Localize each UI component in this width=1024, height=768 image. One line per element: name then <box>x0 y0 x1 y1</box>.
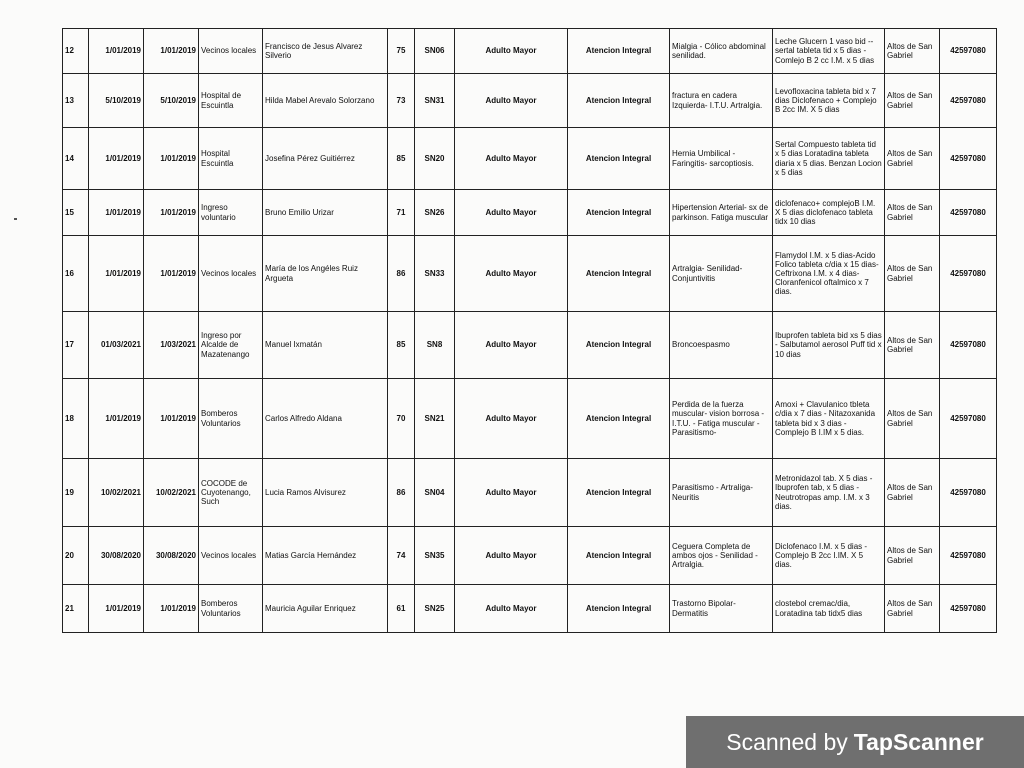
patient-category-cell: Adulto Mayor <box>455 190 568 236</box>
address-cell: Altos de San Gabriel <box>885 312 940 379</box>
patient-code-cell: SN21 <box>415 379 455 459</box>
treatment-cell: diclofenaco+ complejoB I.M. X 5 dias diclofenaco tableta tidx 10 dias <box>773 190 885 236</box>
admission-date-cell: 1/01/2019 <box>89 379 144 459</box>
patient-category-cell: Adulto Mayor <box>455 236 568 312</box>
referral-origin-cell: Hospital de Escuintla <box>199 74 263 128</box>
row-number-cell: 16 <box>63 236 89 312</box>
treatment-cell: Diclofenaco I.M. x 5 dias - Complejo B 2cc I.IM. X 5 dias. <box>773 527 885 585</box>
treatment-cell: Leche Glucern 1 vaso bid -- sertal tableta tid x 5 dias - Comlejo B 2 cc I.M. x 5 dias <box>773 29 885 74</box>
patient-category-cell: Adulto Mayor <box>455 29 568 74</box>
service-type-cell: Atencion Integral <box>568 74 670 128</box>
phone-number-cell: 42597080 <box>940 379 997 459</box>
phone-number-cell: 42597080 <box>940 190 997 236</box>
patient-code-cell: SN8 <box>415 312 455 379</box>
patient-name-cell: Manuel Ixmatán <box>263 312 388 379</box>
table-row <box>63 379 997 459</box>
admission-date-cell: 1/01/2019 <box>89 236 144 312</box>
table-row <box>63 190 997 236</box>
patient-age-cell: 85 <box>388 312 415 379</box>
service-type-cell: Atencion Integral <box>568 379 670 459</box>
phone-number-cell: 42597080 <box>940 585 997 633</box>
address-cell: Altos de San Gabriel <box>885 527 940 585</box>
phone-number-cell: 42597080 <box>940 128 997 190</box>
watermark-brand: TapScanner <box>853 728 984 755</box>
diagnosis-cell: Mialgia - Cólico abdominal senilidad. <box>670 29 773 74</box>
address-cell: Altos de San Gabriel <box>885 379 940 459</box>
service-type-cell: Atencion Integral <box>568 236 670 312</box>
patient-category-cell: Adulto Mayor <box>455 527 568 585</box>
patient-category-cell: Adulto Mayor <box>455 74 568 128</box>
table-row <box>63 74 997 128</box>
treatment-cell: Levofloxacina tableta bid x 7 dias Diclofenaco + Complejo B 2cc IM. X 5 dias <box>773 74 885 128</box>
service-type-cell: Atencion Integral <box>568 459 670 527</box>
registration-date-cell: 1/01/2019 <box>144 379 199 459</box>
patient-category-cell: Adulto Mayor <box>455 312 568 379</box>
patient-code-cell: SN35 <box>415 527 455 585</box>
phone-number-cell: 42597080 <box>940 527 997 585</box>
admission-date-cell: 10/02/2021 <box>89 459 144 527</box>
patient-age-cell: 86 <box>388 459 415 527</box>
address-cell: Altos de San Gabriel <box>885 236 940 312</box>
patient-register-table <box>62 28 997 633</box>
diagnosis-cell: fractura en cadera Izquierda- I.T.U. Artralgia. <box>670 74 773 128</box>
patient-category-cell: Adulto Mayor <box>455 379 568 459</box>
row-number-cell: 18 <box>63 379 89 459</box>
treatment-cell: Sertal Compuesto tableta tid x 5 dias Loratadina tableta diaria x 5 dias. Benzan Locion x 5 dias <box>773 128 885 190</box>
treatment-cell: clostebol cremac/dia, Loratadina tab tidx5 dias <box>773 585 885 633</box>
table-row <box>63 128 997 190</box>
row-number-cell: 20 <box>63 527 89 585</box>
row-number-cell: 21 <box>63 585 89 633</box>
phone-number-cell: 42597080 <box>940 312 997 379</box>
patient-code-cell: SN26 <box>415 190 455 236</box>
admission-date-cell: 1/01/2019 <box>89 128 144 190</box>
patient-age-cell: 70 <box>388 379 415 459</box>
address-cell: Altos de San Gabriel <box>885 459 940 527</box>
diagnosis-cell: Ceguera Completa de ambos ojos - Senilidad - Artralgia. <box>670 527 773 585</box>
admission-date-cell: 01/03/2021 <box>89 312 144 379</box>
address-cell: Altos de San Gabriel <box>885 74 940 128</box>
address-cell: Altos de San Gabriel <box>885 190 940 236</box>
admission-date-cell: 1/01/2019 <box>89 29 144 74</box>
table-row <box>63 312 997 379</box>
row-number-cell: 13 <box>63 74 89 128</box>
diagnosis-cell: Broncoespasmo <box>670 312 773 379</box>
patient-age-cell: 86 <box>388 236 415 312</box>
patient-name-cell: Matias García Hernández <box>263 527 388 585</box>
patient-name-cell: Bruno Emilio Urizar <box>263 190 388 236</box>
diagnosis-cell: Artralgia- Senilidad- Conjuntivitis <box>670 236 773 312</box>
referral-origin-cell: Ingreso por Alcalde de Mazatenango <box>199 312 263 379</box>
diagnosis-cell: Hernia Umbilical - Faringitis- sarcoptiosis. <box>670 128 773 190</box>
row-number-cell: 14 <box>63 128 89 190</box>
table-row <box>63 236 997 312</box>
service-type-cell: Atencion Integral <box>568 527 670 585</box>
patient-category-cell: Adulto Mayor <box>455 585 568 633</box>
diagnosis-cell: Hipertension Arterial- sx de parkinson. Fatiga muscular <box>670 190 773 236</box>
registration-date-cell: 5/10/2019 <box>144 74 199 128</box>
referral-origin-cell: Vecinos locales <box>199 236 263 312</box>
registration-date-cell: 1/01/2019 <box>144 190 199 236</box>
phone-number-cell: 42597080 <box>940 29 997 74</box>
referral-origin-cell: Bomberos Voluntarios <box>199 585 263 633</box>
referral-origin-cell: Hospital Escuintla <box>199 128 263 190</box>
registration-date-cell: 1/01/2019 <box>144 585 199 633</box>
referral-origin-cell: Bomberos Voluntarios <box>199 379 263 459</box>
address-cell: Altos de San Gabriel <box>885 29 940 74</box>
registration-date-cell: 10/02/2021 <box>144 459 199 527</box>
treatment-cell: Amoxi + Clavulanico tbleta c/dia x 7 dias - Nitazoxanida tableta bid x 3 dias - Complejo B I.IM x 5 dias. <box>773 379 885 459</box>
patient-age-cell: 71 <box>388 190 415 236</box>
patient-age-cell: 75 <box>388 29 415 74</box>
patient-category-cell: Adulto Mayor <box>455 459 568 527</box>
treatment-cell: Metronidazol tab. X 5 dias - Ibuprofen tab, x 5 dias - Neutrotropas amp. I.M. x 3 dias. <box>773 459 885 527</box>
registration-date-cell: 1/01/2019 <box>144 128 199 190</box>
patient-code-cell: SN25 <box>415 585 455 633</box>
service-type-cell: Atencion Integral <box>568 585 670 633</box>
phone-number-cell: 42597080 <box>940 74 997 128</box>
tapscanner-watermark <box>686 716 1024 768</box>
patient-name-cell: Lucia Ramos Alvisurez <box>263 459 388 527</box>
table-row <box>63 527 997 585</box>
address-cell: Altos de San Gabriel <box>885 585 940 633</box>
table-row <box>63 29 997 74</box>
table-row <box>63 459 997 527</box>
phone-number-cell: 42597080 <box>940 459 997 527</box>
patient-name-cell: Josefina Pérez Guitiérrez <box>263 128 388 190</box>
admission-date-cell: 30/08/2020 <box>89 527 144 585</box>
referral-origin-cell: Vecinos locales <box>199 29 263 74</box>
patient-code-cell: SN31 <box>415 74 455 128</box>
referral-origin-cell: Ingreso voluntario <box>199 190 263 236</box>
diagnosis-cell: Perdida de la fuerza muscular- vision borrosa - I.T.U. - Fatiga muscular - Parasitismo- <box>670 379 773 459</box>
diagnosis-cell: Parasitismo - Artraliga- Neuritis <box>670 459 773 527</box>
service-type-cell: Atencion Integral <box>568 312 670 379</box>
admission-date-cell: 1/01/2019 <box>89 585 144 633</box>
scan-speck <box>14 218 17 220</box>
patient-age-cell: 61 <box>388 585 415 633</box>
patient-code-cell: SN06 <box>415 29 455 74</box>
patient-code-cell: SN04 <box>415 459 455 527</box>
patient-name-cell: María de los Angéles Ruiz Argueta <box>263 236 388 312</box>
diagnosis-cell: Trastorno Bipolar- Dermatitis <box>670 585 773 633</box>
treatment-cell: Flamydol I.M. x 5 dias-Acido Folico tableta c/dia x 15 dias- Ceftrixona I.M. x 4 dias- Cloranfenicol oftalmico x 7 dias. <box>773 236 885 312</box>
table-body <box>63 29 997 633</box>
patient-category-cell: Adulto Mayor <box>455 128 568 190</box>
registration-date-cell: 1/01/2019 <box>144 236 199 312</box>
referral-origin-cell: COCODE de Cuyotenango, Such <box>199 459 263 527</box>
patient-name-cell: Carlos Alfredo Aldana <box>263 379 388 459</box>
patient-name-cell: Mauricia Aguilar Enriquez <box>263 585 388 633</box>
patient-code-cell: SN20 <box>415 128 455 190</box>
registration-date-cell: 1/03/2021 <box>144 312 199 379</box>
phone-number-cell: 42597080 <box>940 236 997 312</box>
row-number-cell: 19 <box>63 459 89 527</box>
row-number-cell: 12 <box>63 29 89 74</box>
patient-age-cell: 85 <box>388 128 415 190</box>
address-cell: Altos de San Gabriel <box>885 128 940 190</box>
service-type-cell: Atencion Integral <box>568 128 670 190</box>
service-type-cell: Atencion Integral <box>568 29 670 74</box>
watermark-prefix: Scanned by <box>726 728 848 755</box>
admission-date-cell: 1/01/2019 <box>89 190 144 236</box>
registration-date-cell: 1/01/2019 <box>144 29 199 74</box>
patient-name-cell: Hilda Mabel Arevalo Solorzano <box>263 74 388 128</box>
patient-age-cell: 74 <box>388 527 415 585</box>
treatment-cell: Ibuprofen tableta bid xs 5 dias - Salbutamol aerosol Puff tid x 10 dias <box>773 312 885 379</box>
row-number-cell: 15 <box>63 190 89 236</box>
patient-age-cell: 73 <box>388 74 415 128</box>
row-number-cell: 17 <box>63 312 89 379</box>
patient-code-cell: SN33 <box>415 236 455 312</box>
service-type-cell: Atencion Integral <box>568 190 670 236</box>
patient-name-cell: Francisco de Jesus Alvarez Silverio <box>263 29 388 74</box>
registration-date-cell: 30/08/2020 <box>144 527 199 585</box>
admission-date-cell: 5/10/2019 <box>89 74 144 128</box>
referral-origin-cell: Vecinos locales <box>199 527 263 585</box>
table-row <box>63 585 997 633</box>
